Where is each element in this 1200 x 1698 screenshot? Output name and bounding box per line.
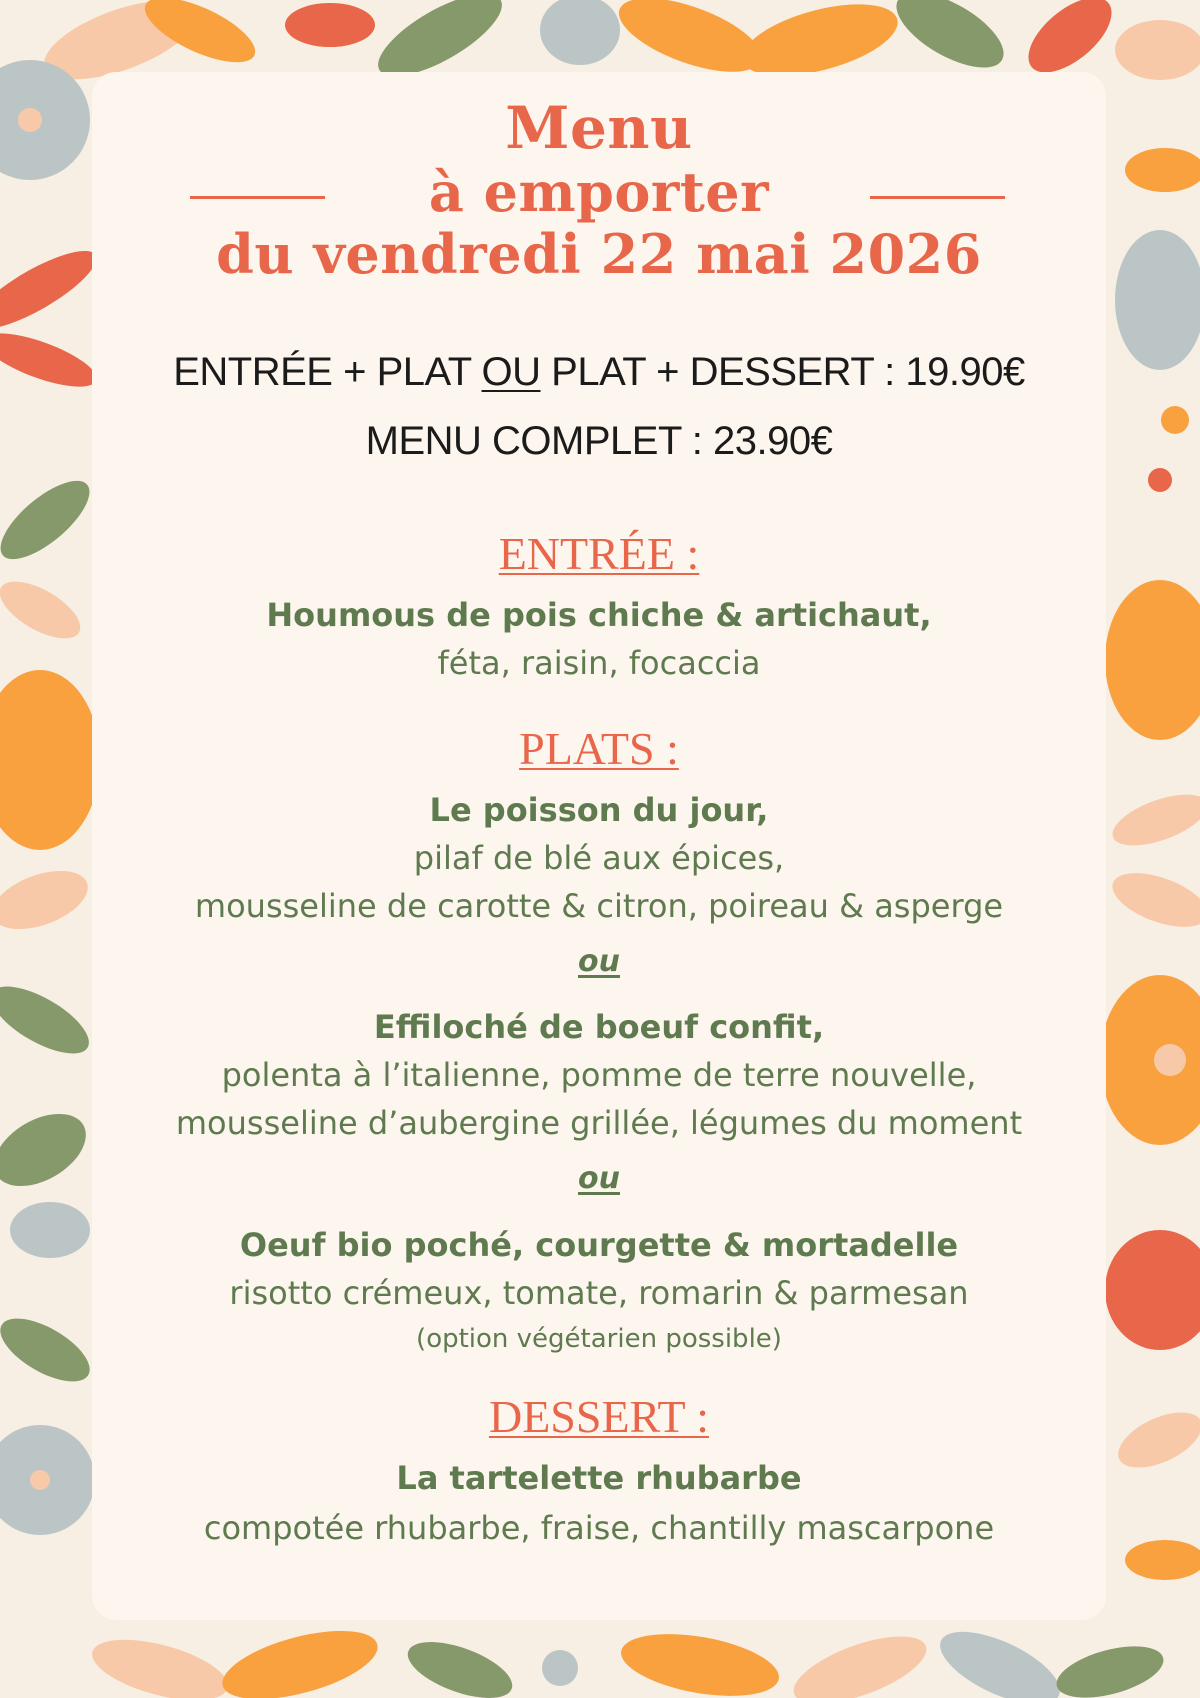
plat-2-desc-1: polenta à l’italienne, pomme de terre nouvelle, [221, 1056, 977, 1094]
dessert-dish: La tartelette rhubarbe [396, 1459, 802, 1497]
plat-3-dish: Oeuf bio poché, courgette & mortadelle [239, 1226, 959, 1264]
dessert-desc: compotée rhubarbe, fraise, chantilly mascarpone [203, 1509, 995, 1547]
price-complete: MENU COMPLET : 23.90€ [365, 419, 833, 463]
plat-3-note: (option végétarien possible) [416, 1324, 782, 1354]
or-separator: ou [578, 944, 620, 979]
section-entree-heading [92, 527, 1106, 580]
section-label: PLATS : [519, 723, 679, 774]
price-formula [92, 350, 1106, 395]
flower-decoration [0, 60, 106, 1535]
section-label: DESSERT : [488, 1391, 710, 1442]
price-formula-or: OU [481, 350, 541, 394]
plat-1-dish: Le poisson du jour, [429, 791, 769, 829]
flower-decoration [86, 1617, 1169, 1698]
title-rule-right [870, 196, 1005, 199]
menu-subtitle: à emporter [428, 160, 770, 224]
plat-1-desc-2: mousseline de carotte & citron, poireau & asperge [194, 887, 1004, 925]
or-separator: ou [578, 1161, 620, 1196]
price-formula-prefix: ENTRÉE + PLAT [173, 350, 482, 394]
price-formula-suffix: PLAT + DESSERT : 19.90€ [540, 350, 1025, 394]
section-dessert-heading [92, 1390, 1106, 1443]
section-label: ENTRÉE : [498, 528, 700, 579]
entree-dish: Houmous de pois chiche & artichaut, [266, 596, 932, 634]
section-plats-heading [92, 722, 1106, 775]
plat-2-dish: Effiloché de boeuf confit, [373, 1008, 825, 1046]
plat-1-desc-1: pilaf de blé aux épices, [413, 839, 785, 877]
menu-title: Menu [505, 94, 693, 162]
entree-desc: féta, raisin, focaccia [437, 644, 761, 682]
menu-card [92, 72, 1106, 1620]
menu-date: du vendredi 22 mai 2026 [216, 222, 982, 286]
plat-2-desc-2: mousseline d’aubergine grillée, légumes du moment [175, 1104, 1023, 1142]
plat-3-desc-1: risotto crémeux, tomate, romarin & parmesan [229, 1274, 969, 1312]
